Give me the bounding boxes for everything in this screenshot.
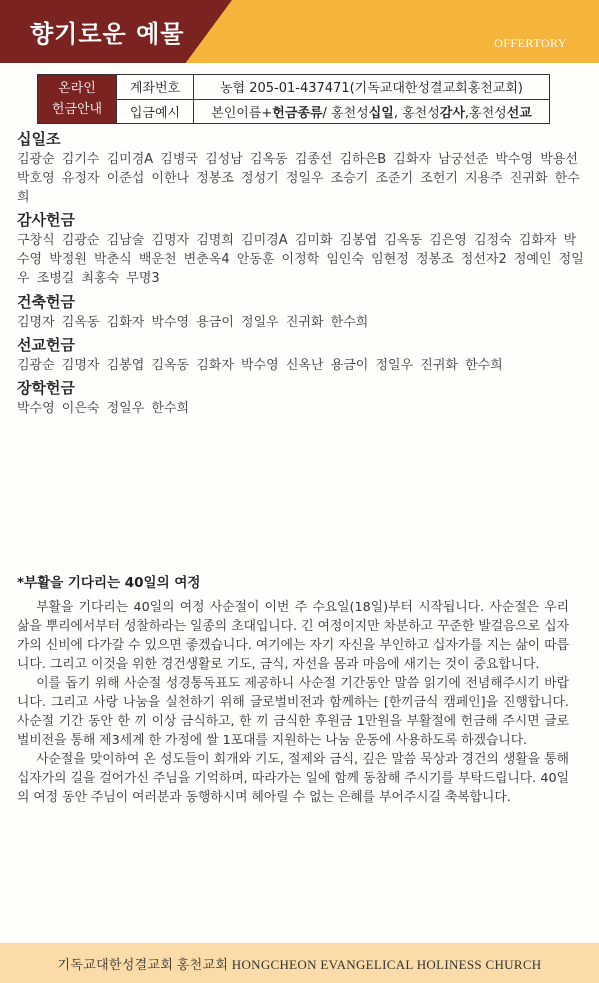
footer-bar <box>0 943 599 983</box>
name-list: 김광순 김기수 김미경A 김병국 김성남 김옥동 김종선 김하은B 김화자 남궁선준 박수영 박용선 박호영 유정자 이준섭 이한나 정봉조 정성기 정일우 조승기 조준기 조헌기 지용주 진귀화 한수희 <box>17 152 580 205</box>
name-list: 박수영 이은숙 정일우 한수희 <box>17 401 190 416</box>
article-paragraph: 이를 돕기 위해 사순절 성경통독표도 제공하니 사순절 기간동안 말씀 읽기에 전념해주시기 바랍니다. 그리고 사랑 나눔을 실천하기 위해 글로벌비전과 함께하는 [한끼금식 캠페인]을 진행합니다. 사순절 기간 동안 한 끼 이상 금식하고, 한 끼 금식한 후원금 1만원을 부활절에 헌금해 주시면 글로벌비전을 통해 제3세계 한 가정에 쌀 1포대를 지원하는 나눔 운동에 사용하도록 하겠습니다. <box>17 676 569 748</box>
page-subtitle: OFFERTORY <box>494 36 567 50</box>
account-label: 계좌번호 <box>117 75 194 100</box>
tithe-section <box>17 129 587 207</box>
section-heading: 건축헌금 <box>17 293 75 311</box>
article-paragraph: 사순절을 맞이하여 온 성도들이 회개와 기도, 절제와 금식, 깊은 말씀 묵상과 경건의 생활을 통해 십자가의 길을 걸어가신 주님을 기억하며, 따라가는 일에 함께 동참해 주시기를 부탁드립니다. 40일의 여정 동안 주님이 여러분과 동행하시며 헤아릴 수 없는 은혜를 부어주시길 축복합니다. <box>17 752 569 805</box>
section-heading: 선교헌금 <box>17 336 75 354</box>
mission-section <box>17 335 587 375</box>
thanksgiving-section <box>17 210 587 288</box>
name-list: 구창식 김광순 김남술 김명자 김명희 김미경A 김미화 김봉엽 김옥동 김은영 김정숙 김화자 박수영 박정원 박춘식 백운천 변춘옥4 안동훈 이정학 임인숙 임현정 정봉조 정선자2 정예인 정일우 조병길 최홍숙 무명3 <box>17 233 584 286</box>
article-paragraph: 부활을 기다리는 40일의 여정 사순절이 이번 주 수요일(18일)부터 시작됩니다. 사순절은 우리 삶을 뿌리에서부터 성찰하라는 일종의 초대입니다. 긴 여정이지만 차분하고 꾸준한 발걸음으로 십자가의 신비에 다가갈 수 있으면 좋겠습니다. 여기에는 자기 자신을 부인하고 십자가를 지는 삶이 따릅니다. 그리고 이것을 위한 경건생활로 기도, 금식, 자선을 몸과 마음에 새기는 것이 중요합니다. <box>17 600 569 672</box>
page-title: 향기로운 예물 <box>30 20 185 48</box>
online-offering-label <box>38 75 117 124</box>
deposit-example-label: 입금예시 <box>117 99 194 124</box>
online-offering-table <box>37 74 550 124</box>
article-heading: *부활을 기다리는 40일의 여정 <box>17 575 201 591</box>
name-list: 김광순 김명자 김봉엽 김옥동 김화자 박수영 신옥난 용금이 정일우 진귀화 한수희 <box>17 358 503 373</box>
name-list: 김명자 김옥동 김화자 박수영 용금이 정일우 진귀화 한수희 <box>17 315 369 330</box>
deposit-example: 본인이름+헌금종류/ 홍천성십일, 홍천성감사,홍천성선교 <box>194 99 550 124</box>
section-heading: 십일조 <box>17 130 61 148</box>
online-label: 온라인 <box>58 81 96 96</box>
scholarship-section <box>17 378 587 418</box>
header-banner <box>0 0 599 63</box>
lent-article <box>17 574 569 807</box>
account-number: 농협 205-01-437471(기독교대한성결교회홍천교회) <box>194 75 550 100</box>
section-heading: 장학헌금 <box>17 379 75 397</box>
church-name: 기독교대한성결교회 홍천교회 HONGCHEON EVANGELICAL HOLINESS CHURCH <box>57 957 542 972</box>
offering-guide-label: 헌금안내 <box>51 102 103 117</box>
section-heading: 감사헌금 <box>17 211 75 229</box>
building-section <box>17 292 587 332</box>
